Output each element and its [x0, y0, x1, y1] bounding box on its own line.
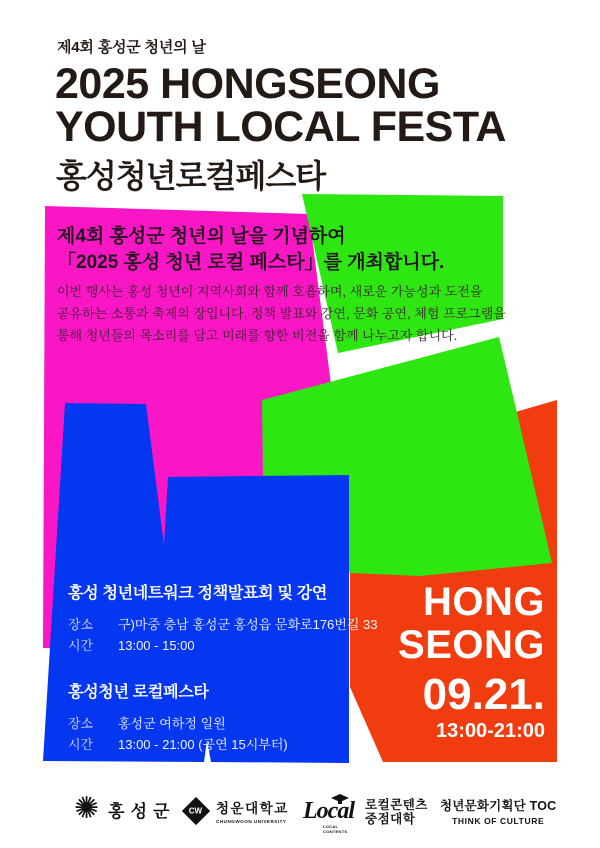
- badge-time: 13:00-21:00: [436, 720, 545, 742]
- event-place-row: [68, 614, 378, 635]
- time-value: 13:00 - 21:00 (공연 15시부터): [118, 737, 288, 752]
- intro-body-line3: 통해 청년들의 목소리를 담고 미래를 향한 비전을 함께 나누고자 합니다.: [57, 328, 458, 343]
- chungwoon-name: 청운대학교: [216, 801, 289, 816]
- intro-heading-line1: 제4회 홍성군 청년의 날을 기념하여: [57, 226, 346, 247]
- event-time-row: [68, 635, 358, 656]
- toc-text: [440, 796, 556, 826]
- time-label: 시간: [68, 638, 94, 653]
- time-label: 시간: [68, 737, 94, 752]
- badge-city-line2: SEONG: [398, 623, 545, 667]
- time-value: 13:00 - 15:00: [118, 638, 195, 653]
- chungwoon-university-logo: [184, 797, 289, 824]
- local-kr-line2: 중점대학: [365, 812, 416, 826]
- event-place-row: [68, 713, 358, 734]
- poster-title-en: [55, 60, 506, 151]
- toc-logo: [440, 796, 556, 826]
- place-value: 구)마중 충남 홍성군 홍성읍 문화로176번길 33: [118, 617, 378, 632]
- chungwoon-sub: CHUNGWOON UNIVERSITY: [216, 819, 287, 824]
- date-badge: [398, 581, 545, 743]
- poster-title-line2: YOUTH LOCAL FESTA: [55, 103, 506, 151]
- event-title: 홍성 청년네트워크 정책발표회 및 강연: [68, 585, 328, 602]
- local-script-text: Local: [303, 798, 354, 824]
- toc-kr: 청년문화기획단 TOC: [440, 799, 557, 813]
- poster-eyebrow: 제4회 홍성군 청년의 날: [57, 39, 206, 56]
- badge-date: 09.21.: [422, 670, 545, 719]
- sunburst-icon: ✺: [74, 792, 100, 825]
- local-script-mark: [303, 792, 359, 832]
- intro-body-line2: 공유하는 소통과 축제의 장입니다. 정책 발표와 강연, 문화 공연, 체험 프로그램을: [57, 306, 506, 321]
- poster-title-kr: 홍성청년로컬페스타: [56, 158, 326, 194]
- chungwoon-text: [216, 797, 289, 824]
- local-contents-logo: [303, 792, 428, 832]
- schedule-event-2: [68, 679, 358, 755]
- place-label: 장소: [68, 617, 94, 632]
- schedule-event-1: [68, 580, 378, 656]
- cw-diamond-icon: [182, 796, 210, 824]
- toc-en: THINK OF CULTURE: [452, 816, 545, 826]
- intro-body: [57, 281, 506, 347]
- badge-city: [398, 581, 545, 667]
- local-contents-tiny: LOCAL CONTENTS: [323, 824, 348, 834]
- intro-body-line1: 이번 행사는 홍성 청년이 지역사회와 함께 호흡하며, 새로운 가능성과 도전을: [57, 284, 483, 299]
- hongseong-gun-label: 홍성군: [108, 801, 176, 821]
- event-time-row: [68, 734, 358, 755]
- footer-logos: [0, 790, 600, 838]
- local-contents-text: [365, 798, 428, 826]
- place-value: 홍성군 여하정 일원: [118, 716, 226, 731]
- event-title: 홍성청년 로컬페스타: [68, 684, 209, 701]
- place-label: 장소: [68, 716, 94, 731]
- intro-heading: [57, 224, 444, 276]
- badge-city-line1: HONG: [423, 580, 545, 624]
- local-kr-line1: 로컬콘텐츠: [365, 798, 428, 812]
- hongseong-gun-logo: [74, 794, 175, 824]
- poster-title-line1: 2025 HONGSEONG: [55, 60, 440, 108]
- schedule-panel: [68, 580, 378, 778]
- intro-heading-line2: 「2025 홍성 청년 로컬 페스타」를 개최합니다.: [57, 252, 445, 273]
- cw-diamond-mark: CW: [189, 805, 203, 815]
